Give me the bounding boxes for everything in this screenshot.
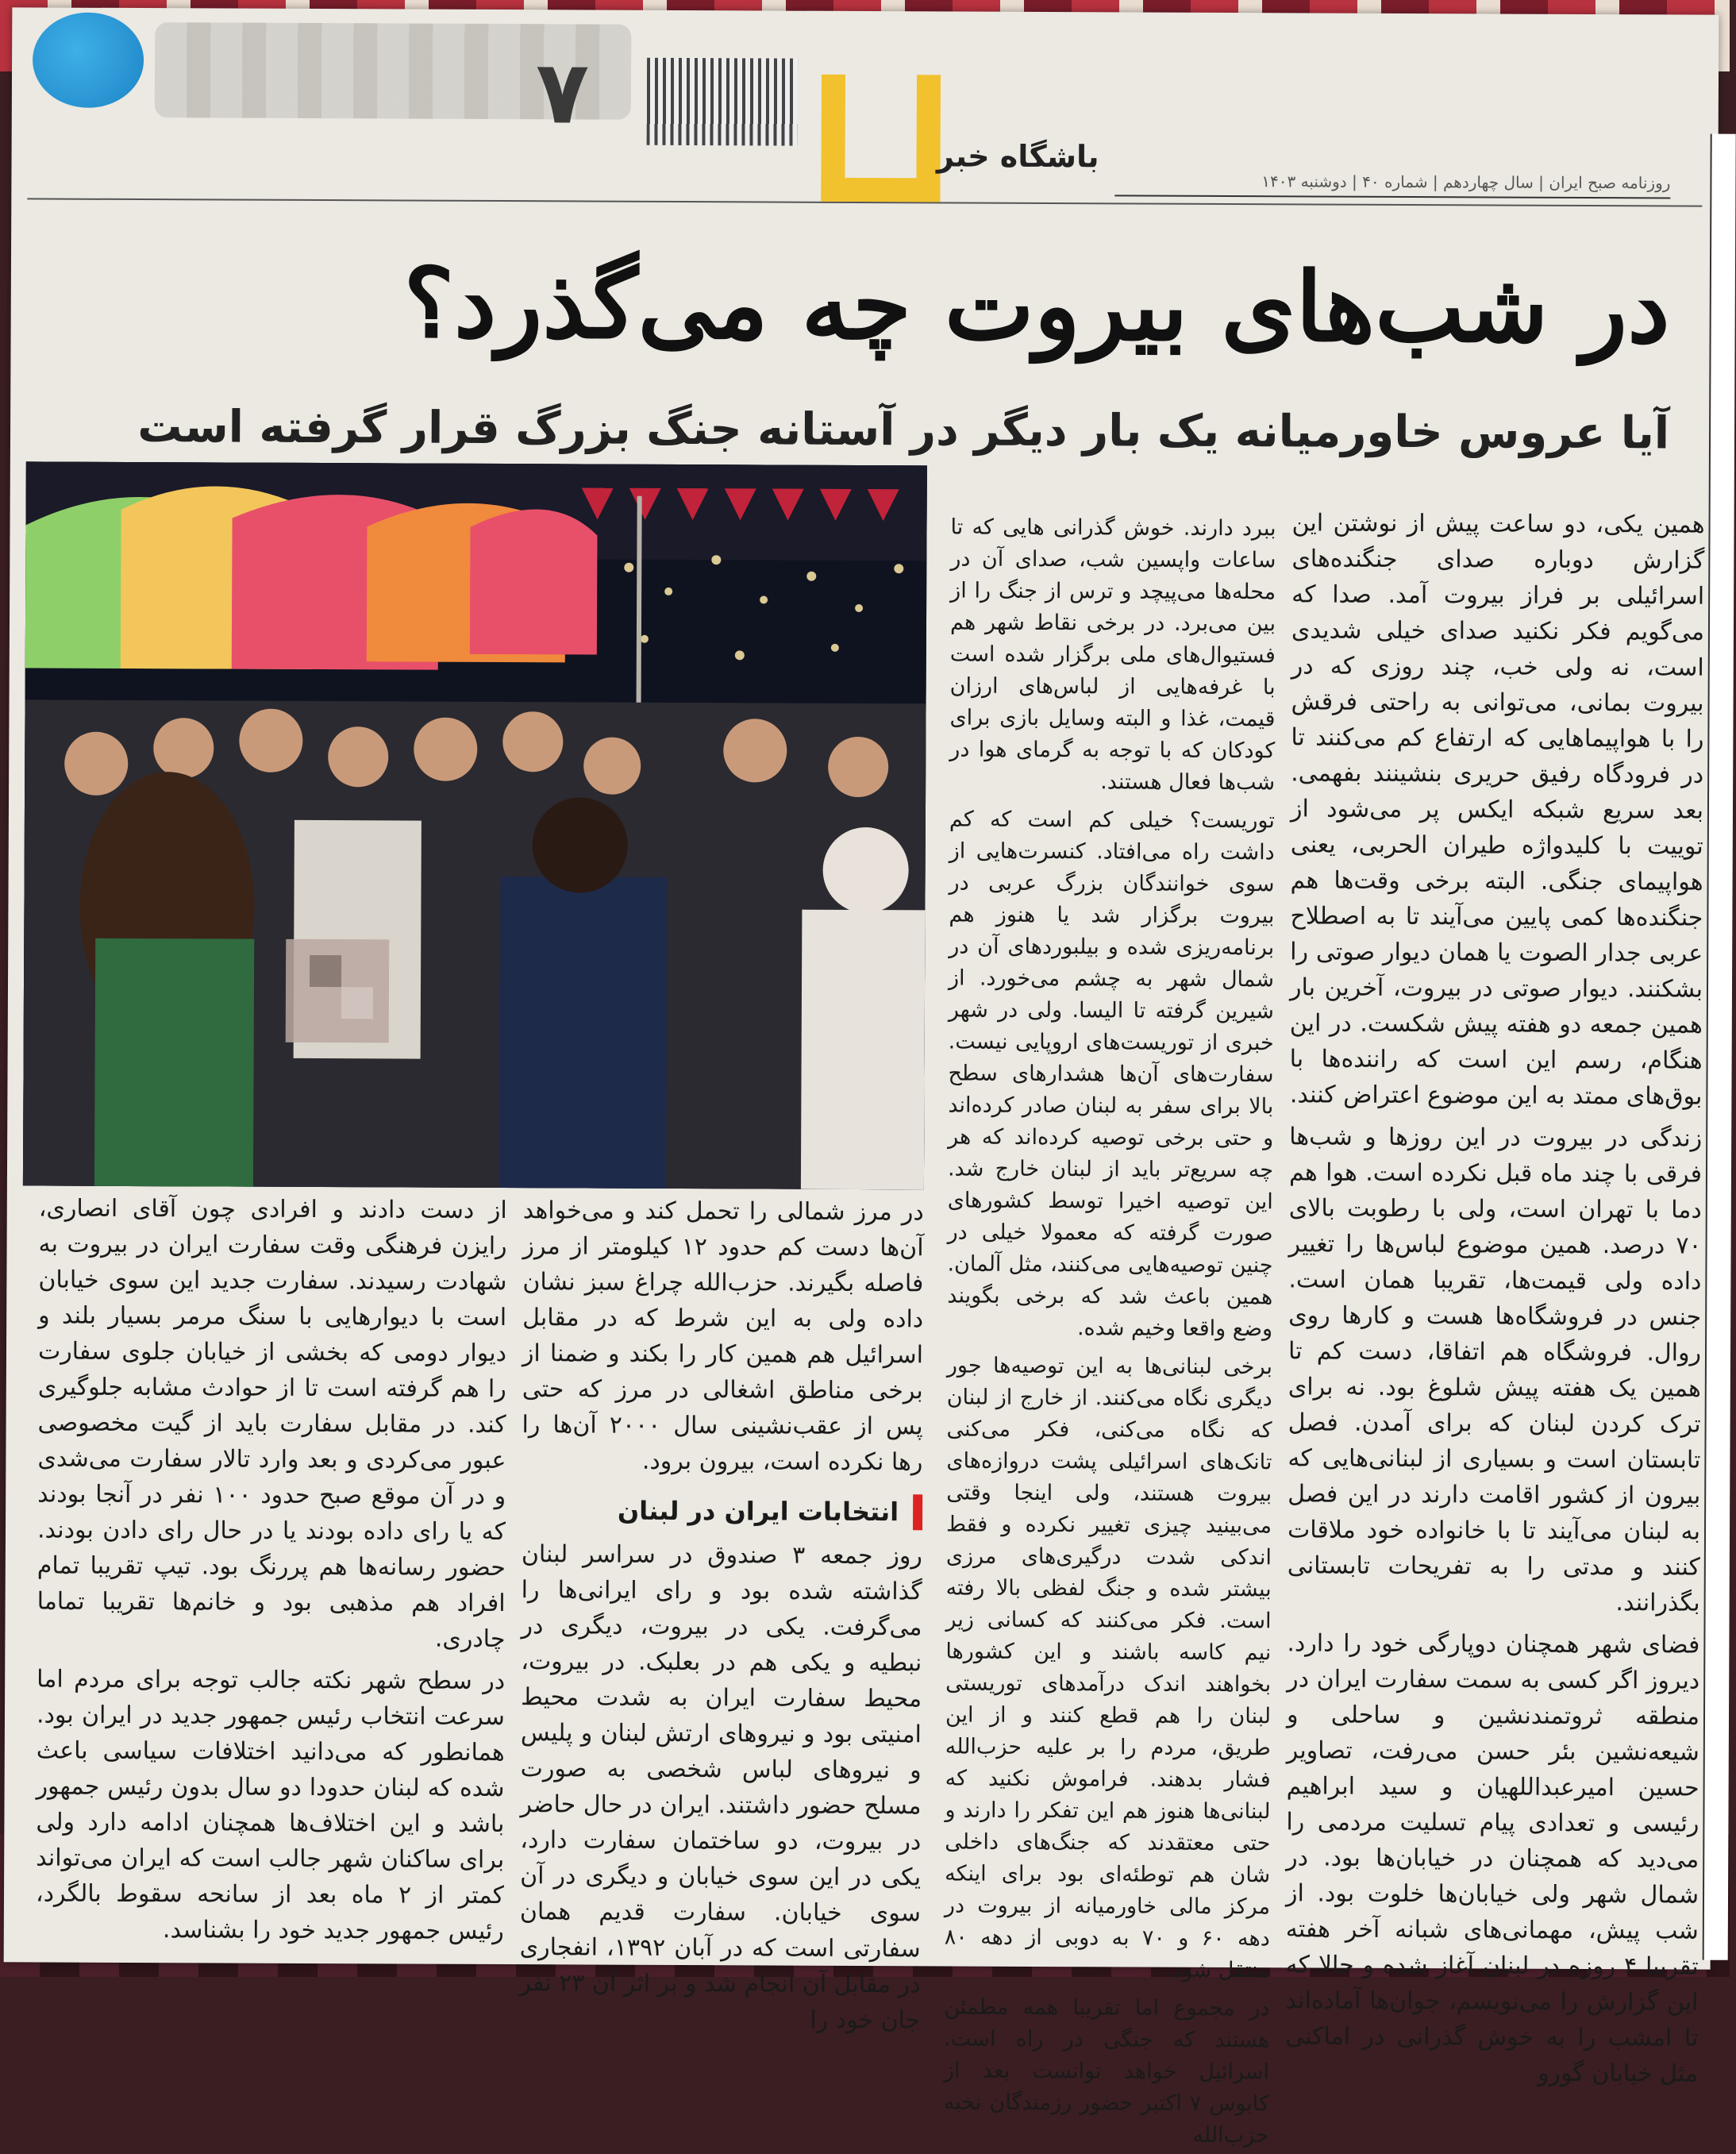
article-paragraph: از دست دادند و افرادی چون آقای انصاری، رایزن فرهنگی وقت سفارت ایران در بیروت به شهادت رسیدند. سفارت جدید این سوی خیابان است با دیوارهایی با سنگ مرمر بسیار بلند و دیوار دومی که بخشی از خیابان جلوی سفارت را هم گرفته است تا از حوادث مشابه جلوگیری کند. در مقابل سفارت باید از گیت مخصوصی عبور می‌کردی و بعد وارد تالار سفارت می‌شدی و در آن موقع صبح حدود ۱۰۰ نفر در آنجا بودند که یا رای داده بودند یا در حال رای دادن بودند. حضور رسانه‌ها هم پررنگ بود. تیپ تقریبا تمام افراد هم مذهبی بود و خانم‌ها تقریبا تماما چادری. [37, 1194, 507, 1654]
next-page-edge [1703, 134, 1736, 1960]
night-festival-crowd-photo-icon [23, 461, 927, 1189]
page-number: ۷ [535, 41, 590, 144]
article-subhead: آیا عروس خاورمیانه یک بار دیگر در آستانه جنگ بزرگ قرار گرفته است [137, 401, 1670, 460]
section-title: باشگاه خبر [936, 138, 1099, 175]
masthead [27, 7, 1703, 206]
article-column-2 [943, 511, 1276, 2148]
article-paragraph: ببرد دارند. خوش گذرانی هایی که تا ساعات واپسین شب، صدای آن در محله‌ها می‌پیچد و ترس از جنگ را از بین می‌برد. در برخی نقاط شهر هم فستیوال‌های ملی برگزار شده است با غرفه‌هایی از لباس‌های ارزان قیمت، غذا و البته وسایل بازی برای کودکان که با توجه به گرمای هوا در شب‌ها فعال هستند. [949, 514, 1276, 796]
article-paragraph: همین یکی، دو ساعت پیش از نوشتن این گزارش دوباره صدای جنگنده‌های اسرائیلی بر فراز بیروت آمد. صدا که می‌گویم فکر نکنید صدای خیلی شدیدی است، نه ولی خب، چند روزی که در بیروت بمانی، می‌توانی به راحتی فرقش را با هواپیماهایی که ارتفاع کم می‌کنند تا در فرودگاه رفیق حریری بنشینند بفهمی. بعد سریع شبکه ایکس پر می‌شود از توییت با کلیدواژه طیران الحربی، یعنی هواپیمای جنگی. البته برخی وقت‌ها هم جنگنده‌ها کمی پایین می‌آیند تا به اصطلاح عربی جدار الصوت یا همان دیوار صوتی را بشکنند. دیوار صوتی در بیروت، آخرین بار همین جمعه دو هفته پیش شکست. در این هنگام، رسم این است که راننده‌ها با بوق‌های ممتد به این موضوع اعتراض کنند. [1289, 509, 1705, 1111]
article-column-3 [519, 1193, 924, 2035]
section-subtitle: انتخابات ایران در لبنان [522, 1493, 922, 1530]
barcode-graphic [647, 58, 798, 146]
article-paragraph: توریست؟ خیلی کم است که کم داشت راه می‌افتاد. کنسرت‌هایی از سوی خوانندگان بزرگ عربی در بیروت برگزار شد یا هنوز هم برنامه‌ریزی شده و بیلبوردهای آن در شمال شهر به چشم می‌خورد. از شیرین گرفته تا الیسا. ولی در شهر خبری از توریست‌های اروپایی نیست. سفارت‌های آن‌ها هشدارهای سطح بالا برای سفر به لبنان صادر کرده‌اند و حتی برخی توصیه کرده‌اند که هر چه سریع‌تر باید از لبنان خارج شد. این توصیه اخیرا توسط کشورهای صورت گرفته که معمولا خیلی در چنین توصیه‌هایی می‌کنند، مثل آلمان. همین باعث شد که برخی بگویند وضع واقعا وخیم شده. [947, 807, 1275, 1342]
article-column-4 [36, 1190, 507, 1963]
article-paragraph: برخی لبنانی‌ها به این توصیه‌ها جور دیگری نگاه می‌کنند. از خارج از لبنان که نگاه می‌کنی، فکر می‌کنی تانک‌های اسرائیلی پشت دروازه‌های بیروت هستند، ولی اینجا وقتی می‌بینید چیزی تغییر نکرده و فقط اندکی شدت درگیری‌های مرزی بیشتر شده و جنگ لفظی بالا رفته است. فکر می‌کنند که کسانی زیر نیم کاسه باشند و این کشورها بخواهند اندک درآمدهای توریستی لبنان را هم قطع کنند و از این طریق، مردم را بر علیه حزب‌الله فشار بدهند. فراموش نکنید که لبنانی‌ها هنوز هم این تفکر را دارند و حتی معتقدند که جنگ‌های داخلی شان هم توطئه‌ای بود برای اینکه مرکز مالی خاورمیانه از بیروت در دهه ۶۰ و ۷۰ به دوبی از دهه ۸۰ منتقل شود. [944, 1353, 1272, 1983]
article-paragraph: فضای شهر همچنان دوپارگی خود را دارد. دیروز اگر کسی به سمت سفارت ایران در منطقه ثروتمندنشین و ساحلی و شیعه‌نشین بئر حسن می‌رفت، تصاویر حسین امیرعبداللهیان و سید ابراهیم رئیسی و تعدادی پیام تسلیت مردمی را می‌دید که همچنان در خیابان‌ها بود. در شمال شهر ولی خیابان‌ها خلوت بود. از شب پیش، مهمانی‌های شبانه آخر هفته تقریبا ۴ روزه در لبنان آغاز شده و حالا که این گزارش را می‌نویسم، جوان‌ها آماده‌اند تا امشب را به خوش گذرانی در اماکنی مثل خیابان گورو [1285, 1629, 1700, 2088]
section-glyph-icon [821, 75, 941, 202]
article-paragraph: روز جمعه ۳ صندوق در سراسر لبنان گذاشته شده بود و رای ایرانی‌ها را می‌گرفت. یکی در بیروت، دیگری در نبطیه و یکی هم در بعلبک. در بیروت، محیط سفارت ایران به شدت محیط امنیتی بود و نیروهای ارتش لبنان و پلیس و نیروهای لباس شخصی به صورت مسلح حضور داشتند. ایران در حال حاضر در بیروت، دو ساختمان سفارت دارد، یکی در این سوی خیابان و دیگری در آن سوی خیابان. سفارت قدیم همان سفارتی است که در آبان ۱۳۹۲، انفجاری در مقابل آن انجام شد و بر اثر آن ۲۳ نفر جان خود را [519, 1540, 922, 2035]
article-column-1 [1285, 505, 1705, 2088]
article-photo [23, 461, 927, 1189]
dateline: روزنامه صبح ایران | سال چهاردهم | شماره ۴۰ | دوشنبه ۱۴۰۳ [1114, 171, 1670, 198]
article-paragraph: در سطح شهر نکته جالب توجه برای مردم اما سرعت انتخاب رئیس جمهور جدید در ایران بود. همانطور که می‌دانید اختلافات سیاسی باعث شده که لبنان حدودا دو سال بدون رئیس جمهور باشد و این اختلاف‌ها همچنان ادامه دارد ولی برای ساکنان شهر جالب است که ایران می‌تواند کمتر از ۲ ماه بعد از سانحه سقوط بالگرد، رئیس جمهور جدید خود را بشناسد. [35, 1665, 506, 1946]
newspaper-page [4, 7, 1719, 2148]
article-paragraph: در مجموع اما تقریبا همه مطمئن هستند که جنگی در راه است. اسرائیل خواهد توانست بعد از کابوس ۷ اکتبر حضور رزمندگان نخبه حزب‌الله [943, 1994, 1270, 2148]
newspaper-logo-icon [33, 12, 144, 108]
article-paragraph: در مرز شمالی را تحمل کند و می‌خواهد آن‌ها دست کم حدود ۱۲ کیلومتر از مرز فاصله بگیرند. حزب‌الله چراغ سبز نشان داده ولی به این شرط که در مقابل اسرائیل هم همین کار را بکند و ضمنا از برخی مناطق اشغالی در مرز که حتی پس از عقب‌نشینی سال ۲۰۰۰ آن‌ها را رها نکرده است، بیرون برود. [522, 1196, 924, 1477]
article-paragraph: زندگی در بیروت در این روزها و شب‌ها فرقی با چند ماه قبل نکرده است. هوا هم دما با تهران است، ولی با رطوبت بالای ۷۰ درصد. همین موضوع لباس‌ها را تغییر داده ولی قیمت‌ها، تقریبا همان است. جنس در فروشگاه‌ها هست و کارها روی روال. فروشگاه هم اتفاقا، دست کم تا همین یک هفته پیش شلوغ بود. نه برای ترک کردن لبنان که برای آمدن. فصل تابستان است و بسیاری از لبنانی‌هایی که بیرون از کشور اقامت دارند در این فصل به لبنان می‌آیند تا با خانواده خود ملاقات کنند و مدتی را به تفریحات تابستانی بگذرانند. [1287, 1123, 1703, 1617]
article-headline: در شب‌های بیروت چه می‌گذرد؟ [403, 247, 1671, 365]
